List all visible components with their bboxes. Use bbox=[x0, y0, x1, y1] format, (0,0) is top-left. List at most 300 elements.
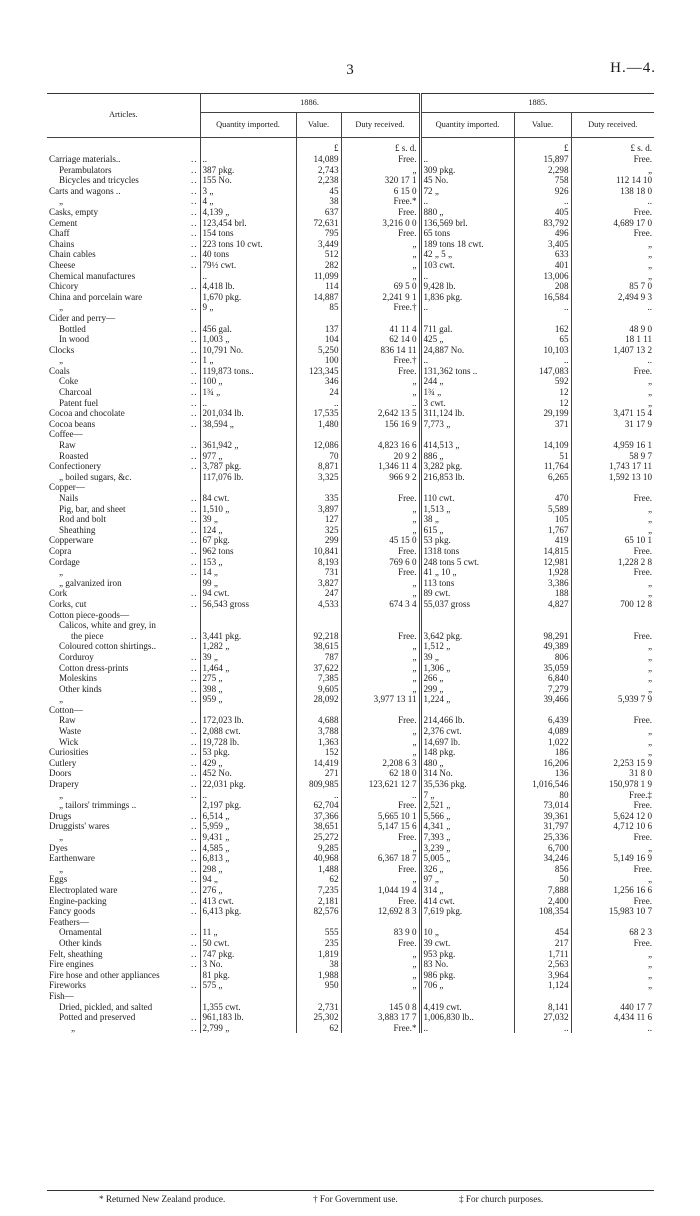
qty-1886: 961,183 lb. bbox=[200, 1012, 296, 1023]
qty-1885: 480 „ bbox=[420, 758, 514, 769]
qty-1886: 1,670 pkg. bbox=[200, 292, 296, 303]
duty-header-1886: Duty received. bbox=[341, 113, 420, 138]
qty-1885: 10 „ bbox=[420, 927, 514, 938]
qty-1886: 119,873 tons.. bbox=[200, 366, 296, 377]
table-row bbox=[47, 758, 654, 769]
duty-1886: „ bbox=[341, 525, 420, 536]
duty-1886: 4,823 16 6 bbox=[341, 440, 420, 451]
qty-1886: 2,799 „ bbox=[200, 1023, 296, 1034]
value-1886: .. bbox=[296, 398, 341, 409]
article-name: Fish— bbox=[49, 990, 74, 1001]
qty-1885: 42 „ 5 „ bbox=[420, 249, 514, 260]
value-1885: 454 bbox=[514, 927, 571, 938]
duty-1885: „ bbox=[647, 736, 653, 747]
leader-dots: .. bbox=[190, 726, 198, 737]
article-cell bbox=[47, 249, 200, 260]
duty-1885: „ bbox=[647, 577, 653, 588]
duty-1885: 2,253 15 9 bbox=[613, 757, 653, 768]
value-1885: 80 bbox=[514, 790, 571, 801]
duty-1885: 112 14 10 bbox=[615, 175, 653, 186]
duty-1885: „ bbox=[647, 969, 653, 980]
duty-1885: 15,983 10 7 bbox=[608, 906, 653, 917]
leader-dots: .. bbox=[190, 779, 198, 790]
article-cell bbox=[47, 387, 200, 398]
qty-1886: 11 „ bbox=[200, 927, 296, 938]
table-row bbox=[47, 853, 654, 864]
qty-1885: 89 cwt. bbox=[420, 588, 514, 599]
qty-1885: 3,239 „ bbox=[420, 843, 514, 854]
qty-1886: 155 No. bbox=[200, 175, 296, 186]
value-1886: 62 bbox=[296, 874, 341, 885]
duty-1885: Free. bbox=[633, 154, 653, 164]
qty-1886: 1,510 „ bbox=[200, 504, 296, 515]
value-1885: 856 bbox=[514, 864, 571, 875]
article-cell bbox=[47, 292, 200, 303]
leader-dots: .. bbox=[190, 853, 198, 864]
value-1885: 14,109 bbox=[514, 440, 571, 451]
article-cell bbox=[47, 1002, 200, 1013]
qty-1885: 39 „ bbox=[420, 652, 514, 663]
duty-1886: „ bbox=[341, 673, 420, 684]
value-1886: 100 bbox=[296, 355, 341, 366]
qty-1886: 4 „ bbox=[200, 196, 296, 207]
table-row bbox=[47, 768, 654, 779]
article-name: Fireworks bbox=[49, 980, 86, 991]
leader-dots: .. bbox=[190, 768, 198, 779]
value-1885 bbox=[514, 620, 571, 631]
duty-1886: 5,147 15 6 bbox=[341, 821, 420, 832]
qty-1885: 314 „ bbox=[420, 885, 514, 896]
qty-1886: .. bbox=[200, 271, 296, 282]
article-cell bbox=[47, 694, 200, 705]
article-name: Doors bbox=[49, 768, 72, 779]
value-1886: 4,533 bbox=[296, 599, 341, 610]
value-1886: 2,731 bbox=[296, 1002, 341, 1013]
qty-1886 bbox=[200, 610, 296, 621]
table-row bbox=[47, 1002, 654, 1013]
value-1886: 14,887 bbox=[296, 292, 341, 303]
article-cell bbox=[47, 970, 200, 981]
value-1886: 62 bbox=[296, 1023, 341, 1034]
duty-1885: 138 18 0 bbox=[620, 185, 653, 196]
article-cell bbox=[47, 758, 200, 769]
duty-1885: Free. bbox=[633, 895, 653, 906]
duty-1885 bbox=[571, 620, 654, 631]
qty-1886: 275 „ bbox=[200, 673, 296, 684]
duty-1886: „ bbox=[341, 578, 420, 589]
article-cell bbox=[47, 917, 200, 928]
article-name: Bicycles and tricycles bbox=[59, 175, 139, 186]
duty-1886: 83 9 0 bbox=[341, 927, 420, 938]
value-1885: 186 bbox=[514, 747, 571, 758]
duty-1885 bbox=[571, 482, 654, 493]
qty-1885: 38 „ bbox=[420, 514, 514, 525]
duty-1886: Free. bbox=[341, 832, 420, 843]
table-row bbox=[47, 165, 654, 176]
qty-1885: 148 pkg. bbox=[420, 747, 514, 758]
qty-1886: 276 „ bbox=[200, 885, 296, 896]
duty-1885: „ bbox=[647, 651, 653, 662]
leader-dots: .. bbox=[190, 249, 198, 260]
article-cell bbox=[47, 525, 200, 536]
article-cell bbox=[47, 715, 200, 726]
article-cell bbox=[47, 959, 200, 970]
qty-1886: 1 „ bbox=[200, 355, 296, 366]
value-1886: 325 bbox=[296, 525, 341, 536]
article-cell bbox=[47, 779, 200, 790]
value-1886: 7,385 bbox=[296, 673, 341, 684]
table-row bbox=[47, 472, 654, 483]
qty-1886: 387 pkg. bbox=[200, 165, 296, 176]
table-row bbox=[47, 525, 654, 536]
leader-dots: .. bbox=[190, 842, 198, 853]
leader-dots: .. bbox=[190, 344, 198, 355]
duty-1885: Free. bbox=[633, 206, 653, 217]
value-1885: 29,199 bbox=[514, 408, 571, 419]
table-row bbox=[47, 885, 654, 896]
qty-1886: 2,197 pkg. bbox=[200, 800, 296, 811]
article-name: „ bbox=[59, 302, 64, 313]
qty-1885: 65 tons bbox=[420, 228, 514, 239]
qty-1886: 3,787 pkg. bbox=[200, 461, 296, 472]
qty-1885: 35,536 pkg. bbox=[420, 779, 514, 790]
qty-1886: 456 gal. bbox=[200, 324, 296, 335]
qty-1885: 2,521 „ bbox=[420, 800, 514, 811]
duty-1885: „ bbox=[647, 842, 653, 853]
qty-1886: 38,594 „ bbox=[200, 419, 296, 430]
value-1885: 50 bbox=[514, 874, 571, 885]
duty-1885: „ bbox=[647, 683, 653, 694]
table-row bbox=[47, 610, 654, 621]
qty-1885: 97 „ bbox=[420, 874, 514, 885]
article-name: Other kinds bbox=[59, 683, 102, 694]
duty-1885: 58 9 7 bbox=[629, 450, 653, 461]
value-1885: 13,006 bbox=[514, 271, 571, 282]
qty-1886: 452 No. bbox=[200, 768, 296, 779]
article-name: Perambulators bbox=[59, 164, 112, 175]
duty-1886: 6 15 0 bbox=[341, 186, 420, 197]
year-1885-header: 1885. bbox=[420, 94, 654, 113]
table-row bbox=[47, 779, 654, 790]
value-1886 bbox=[296, 620, 341, 631]
value-1885: 25,336 bbox=[514, 832, 571, 843]
article-cell bbox=[47, 546, 200, 557]
duty-1886: Free. bbox=[341, 207, 420, 218]
value-1886: 38,651 bbox=[296, 821, 341, 832]
duty-1886: „ bbox=[341, 980, 420, 991]
duty-header-1885: Duty received. bbox=[571, 113, 654, 138]
duty-1886: Free. bbox=[341, 366, 420, 377]
duty-1885: 4,712 10 6 bbox=[613, 821, 653, 832]
leader-dots: .. bbox=[190, 535, 198, 546]
table-row bbox=[47, 631, 654, 642]
duty-1886: „ bbox=[341, 874, 420, 885]
qty-1886: 124 „ bbox=[200, 525, 296, 536]
article-cell bbox=[47, 218, 200, 229]
duty-1885 bbox=[571, 313, 654, 324]
qty-1886: 56,543 gross bbox=[200, 599, 296, 610]
table-row bbox=[47, 313, 654, 324]
duty-1886: „ bbox=[341, 652, 420, 663]
duty-1885: „ bbox=[647, 503, 653, 514]
duty-1886: „ bbox=[341, 843, 420, 854]
leader-dots: .. bbox=[190, 355, 198, 366]
duty-1885: „ bbox=[647, 270, 653, 281]
qty-1885: 706 „ bbox=[420, 980, 514, 991]
leader-dots: .. bbox=[190, 323, 198, 334]
value-1885: 470 bbox=[514, 493, 571, 504]
value-1885: 136 bbox=[514, 768, 571, 779]
qty-1886: 53 pkg. bbox=[200, 747, 296, 758]
article-cell bbox=[47, 896, 200, 907]
table-row bbox=[47, 218, 654, 229]
value-1886 bbox=[296, 429, 341, 440]
article-name: Ornamental bbox=[59, 927, 102, 938]
duty-1886: Free. bbox=[341, 154, 420, 165]
duty-1886: „ bbox=[341, 514, 420, 525]
value-1885 bbox=[514, 429, 571, 440]
value-1885: 6,840 bbox=[514, 673, 571, 684]
value-1886: 37,366 bbox=[296, 811, 341, 822]
qty-1885 bbox=[420, 482, 514, 493]
duty-1885: Free. bbox=[633, 937, 653, 948]
duty-1886 bbox=[341, 610, 420, 621]
qty-1886: 9 „ bbox=[200, 302, 296, 313]
duty-1885: „ bbox=[647, 259, 653, 270]
article-cell bbox=[47, 154, 200, 165]
qty-1886 bbox=[200, 991, 296, 1002]
value-1886: 5,250 bbox=[296, 345, 341, 356]
article-cell bbox=[47, 207, 200, 218]
duty-1886: 20 9 2 bbox=[341, 451, 420, 462]
article-name: Earthenware bbox=[49, 853, 95, 864]
article-cell bbox=[47, 588, 200, 599]
qty-1885: 986 pkg. bbox=[420, 970, 514, 981]
qty-1886: 14 „ bbox=[200, 567, 296, 578]
qty-1886: 3,441 pkg. bbox=[200, 631, 296, 642]
article-cell bbox=[47, 726, 200, 737]
qty-1886: 962 tons bbox=[200, 546, 296, 557]
duty-1886: „ bbox=[341, 165, 420, 176]
article-cell bbox=[47, 260, 200, 271]
table-row bbox=[47, 726, 654, 737]
value-1886: 85 bbox=[296, 302, 341, 313]
leader-dots: .. bbox=[190, 651, 198, 662]
table-row bbox=[47, 334, 654, 345]
qty-1886: 413 cwt. bbox=[200, 896, 296, 907]
article-cell bbox=[47, 832, 200, 843]
table-row bbox=[47, 694, 654, 705]
value-1885: 3,964 bbox=[514, 970, 571, 981]
value-1885: 39,466 bbox=[514, 694, 571, 705]
table-row bbox=[47, 970, 654, 981]
duty-1886 bbox=[341, 620, 420, 631]
duty-1886 bbox=[341, 991, 420, 1002]
value-1886: 12,086 bbox=[296, 440, 341, 451]
article-cell bbox=[47, 991, 200, 1002]
value-1886: 637 bbox=[296, 207, 341, 218]
article-cell bbox=[47, 811, 200, 822]
duty-1886: „ bbox=[341, 260, 420, 271]
qty-1885 bbox=[420, 429, 514, 440]
article-name: Bottled bbox=[59, 323, 86, 334]
article-name: Cotton dress-prints bbox=[59, 662, 129, 673]
qty-1886: 747 pkg. bbox=[200, 949, 296, 960]
qty-1886 bbox=[200, 620, 296, 631]
leader-dots: .. bbox=[190, 228, 198, 239]
leader-dots: .. bbox=[190, 185, 198, 196]
qty-1886: 4,585 „ bbox=[200, 843, 296, 854]
duty-1886: 674 3 4 bbox=[341, 599, 420, 610]
qty-1885: 311,124 lb. bbox=[420, 408, 514, 419]
leader-dots: .. bbox=[190, 302, 198, 313]
value-1885: 405 bbox=[514, 207, 571, 218]
value-unit-1885: £ bbox=[514, 138, 571, 155]
article-cell bbox=[47, 324, 200, 335]
qty-1885: 14,697 lb. bbox=[420, 737, 514, 748]
article-cell bbox=[47, 578, 200, 589]
table-row bbox=[47, 207, 654, 218]
value-1885: 3,405 bbox=[514, 239, 571, 250]
qty-1886: 3 No. bbox=[200, 959, 296, 970]
duty-1885: Free. bbox=[633, 567, 653, 578]
value-unit-1886: £ bbox=[296, 138, 341, 155]
value-1886: 1,363 bbox=[296, 737, 341, 748]
article-cell bbox=[47, 493, 200, 504]
leader-dots: .. bbox=[190, 418, 198, 429]
article-name: Wick bbox=[59, 736, 79, 747]
value-1885 bbox=[514, 482, 571, 493]
value-1886: 38,615 bbox=[296, 641, 341, 652]
qty-1885: 953 pkg. bbox=[420, 949, 514, 960]
article-name: Copra bbox=[49, 545, 72, 556]
qty-1886 bbox=[200, 917, 296, 928]
qty-1885: 41 „ 10 „ bbox=[420, 567, 514, 578]
qty-1886: 223 tons 10 cwt. bbox=[200, 239, 296, 250]
value-1885: 4,827 bbox=[514, 599, 571, 610]
article-name: Chaff bbox=[49, 228, 70, 239]
value-1886: 9,605 bbox=[296, 684, 341, 695]
table-row bbox=[47, 991, 654, 1002]
value-1886: 795 bbox=[296, 228, 341, 239]
duty-1885: 700 12 8 bbox=[620, 598, 653, 609]
table-row bbox=[47, 790, 654, 801]
duty-1885 bbox=[571, 991, 654, 1002]
article-cell bbox=[47, 196, 200, 207]
duty-1886: 3,883 17 7 bbox=[341, 1012, 420, 1023]
value-1886 bbox=[296, 313, 341, 324]
table-row bbox=[47, 917, 654, 928]
leader-dots: .. bbox=[190, 440, 198, 451]
value-1885: 2,298 bbox=[514, 165, 571, 176]
table-row bbox=[47, 800, 654, 811]
article-name: Carriage materials.. bbox=[49, 154, 121, 164]
qty-1886: 40 tons bbox=[200, 249, 296, 260]
value-1885: 108,354 bbox=[514, 906, 571, 917]
qty-1885: .. bbox=[420, 302, 514, 313]
table-row bbox=[47, 239, 654, 250]
duty-1885: „ bbox=[647, 662, 653, 673]
table-row bbox=[47, 514, 654, 525]
duty-1885: „ bbox=[647, 524, 653, 535]
article-name: Chicory bbox=[49, 281, 79, 292]
article-name: Patent fuel bbox=[59, 397, 99, 408]
value-1886: 2,181 bbox=[296, 896, 341, 907]
leader-dots: .. bbox=[190, 164, 198, 175]
article-cell bbox=[47, 906, 200, 917]
value-1886: 137 bbox=[296, 324, 341, 335]
duty-1886: Free. bbox=[341, 631, 420, 642]
article-name: Cotton piece-goods— bbox=[49, 609, 130, 620]
table-row bbox=[47, 663, 654, 674]
article-name: Copperware bbox=[49, 535, 94, 546]
table-row bbox=[47, 715, 654, 726]
value-1885 bbox=[514, 313, 571, 324]
value-1886: 28,092 bbox=[296, 694, 341, 705]
leader-dots: .. bbox=[190, 683, 198, 694]
value-1886: 3,897 bbox=[296, 504, 341, 515]
duty-1885: „ bbox=[647, 673, 653, 684]
duty-1885 bbox=[571, 429, 654, 440]
qty-1885: 9,428 lb. bbox=[420, 281, 514, 292]
value-1885: 35,059 bbox=[514, 663, 571, 674]
page-number: 3 bbox=[346, 62, 354, 78]
qty-1886: 398 „ bbox=[200, 684, 296, 695]
value-1886: 40,968 bbox=[296, 853, 341, 864]
leader-dots: .. bbox=[190, 450, 198, 461]
value-1886: 11,099 bbox=[296, 271, 341, 282]
article-cell bbox=[47, 620, 200, 631]
value-1885: 401 bbox=[514, 260, 571, 271]
duty-1886: 41 11 4 bbox=[341, 324, 420, 335]
leader-dots: .. bbox=[190, 545, 198, 556]
value-1885: 1,124 bbox=[514, 980, 571, 991]
qty-1885: 615 „ bbox=[420, 525, 514, 536]
qty-1886: 153 „ bbox=[200, 557, 296, 568]
leader-dots: .. bbox=[190, 461, 198, 472]
value-1886: 123,345 bbox=[296, 366, 341, 377]
value-1886: 512 bbox=[296, 249, 341, 260]
qty-1885: 24,887 No. bbox=[420, 345, 514, 356]
duty-1886: 156 16 9 bbox=[341, 419, 420, 430]
table-row bbox=[47, 355, 654, 366]
value-1885: 98,291 bbox=[514, 631, 571, 642]
qty-1885: 1,512 „ bbox=[420, 641, 514, 652]
value-1885 bbox=[514, 610, 571, 621]
table-row bbox=[47, 281, 654, 292]
value-1886 bbox=[296, 917, 341, 928]
table-row bbox=[47, 567, 654, 578]
table-row bbox=[47, 408, 654, 419]
value-1886: 45 bbox=[296, 186, 341, 197]
article-name: Coke bbox=[59, 376, 79, 387]
duty-1886: Free. bbox=[341, 546, 420, 557]
article-cell bbox=[47, 461, 200, 472]
article-cell bbox=[47, 641, 200, 652]
table-row bbox=[47, 186, 654, 197]
value-1885: 208 bbox=[514, 281, 571, 292]
value-1886: 25,302 bbox=[296, 1012, 341, 1023]
qty-1885: 309 pkg. bbox=[420, 165, 514, 176]
table-row bbox=[47, 864, 654, 875]
article-name: Clocks bbox=[49, 344, 75, 355]
article-name: Corduroy bbox=[59, 651, 94, 662]
table-row bbox=[47, 196, 654, 207]
duty-1886: Free. bbox=[341, 228, 420, 239]
article-name: Cement bbox=[49, 217, 78, 228]
qty-1885: 299 „ bbox=[420, 684, 514, 695]
qty-1886: 39 „ bbox=[200, 652, 296, 663]
